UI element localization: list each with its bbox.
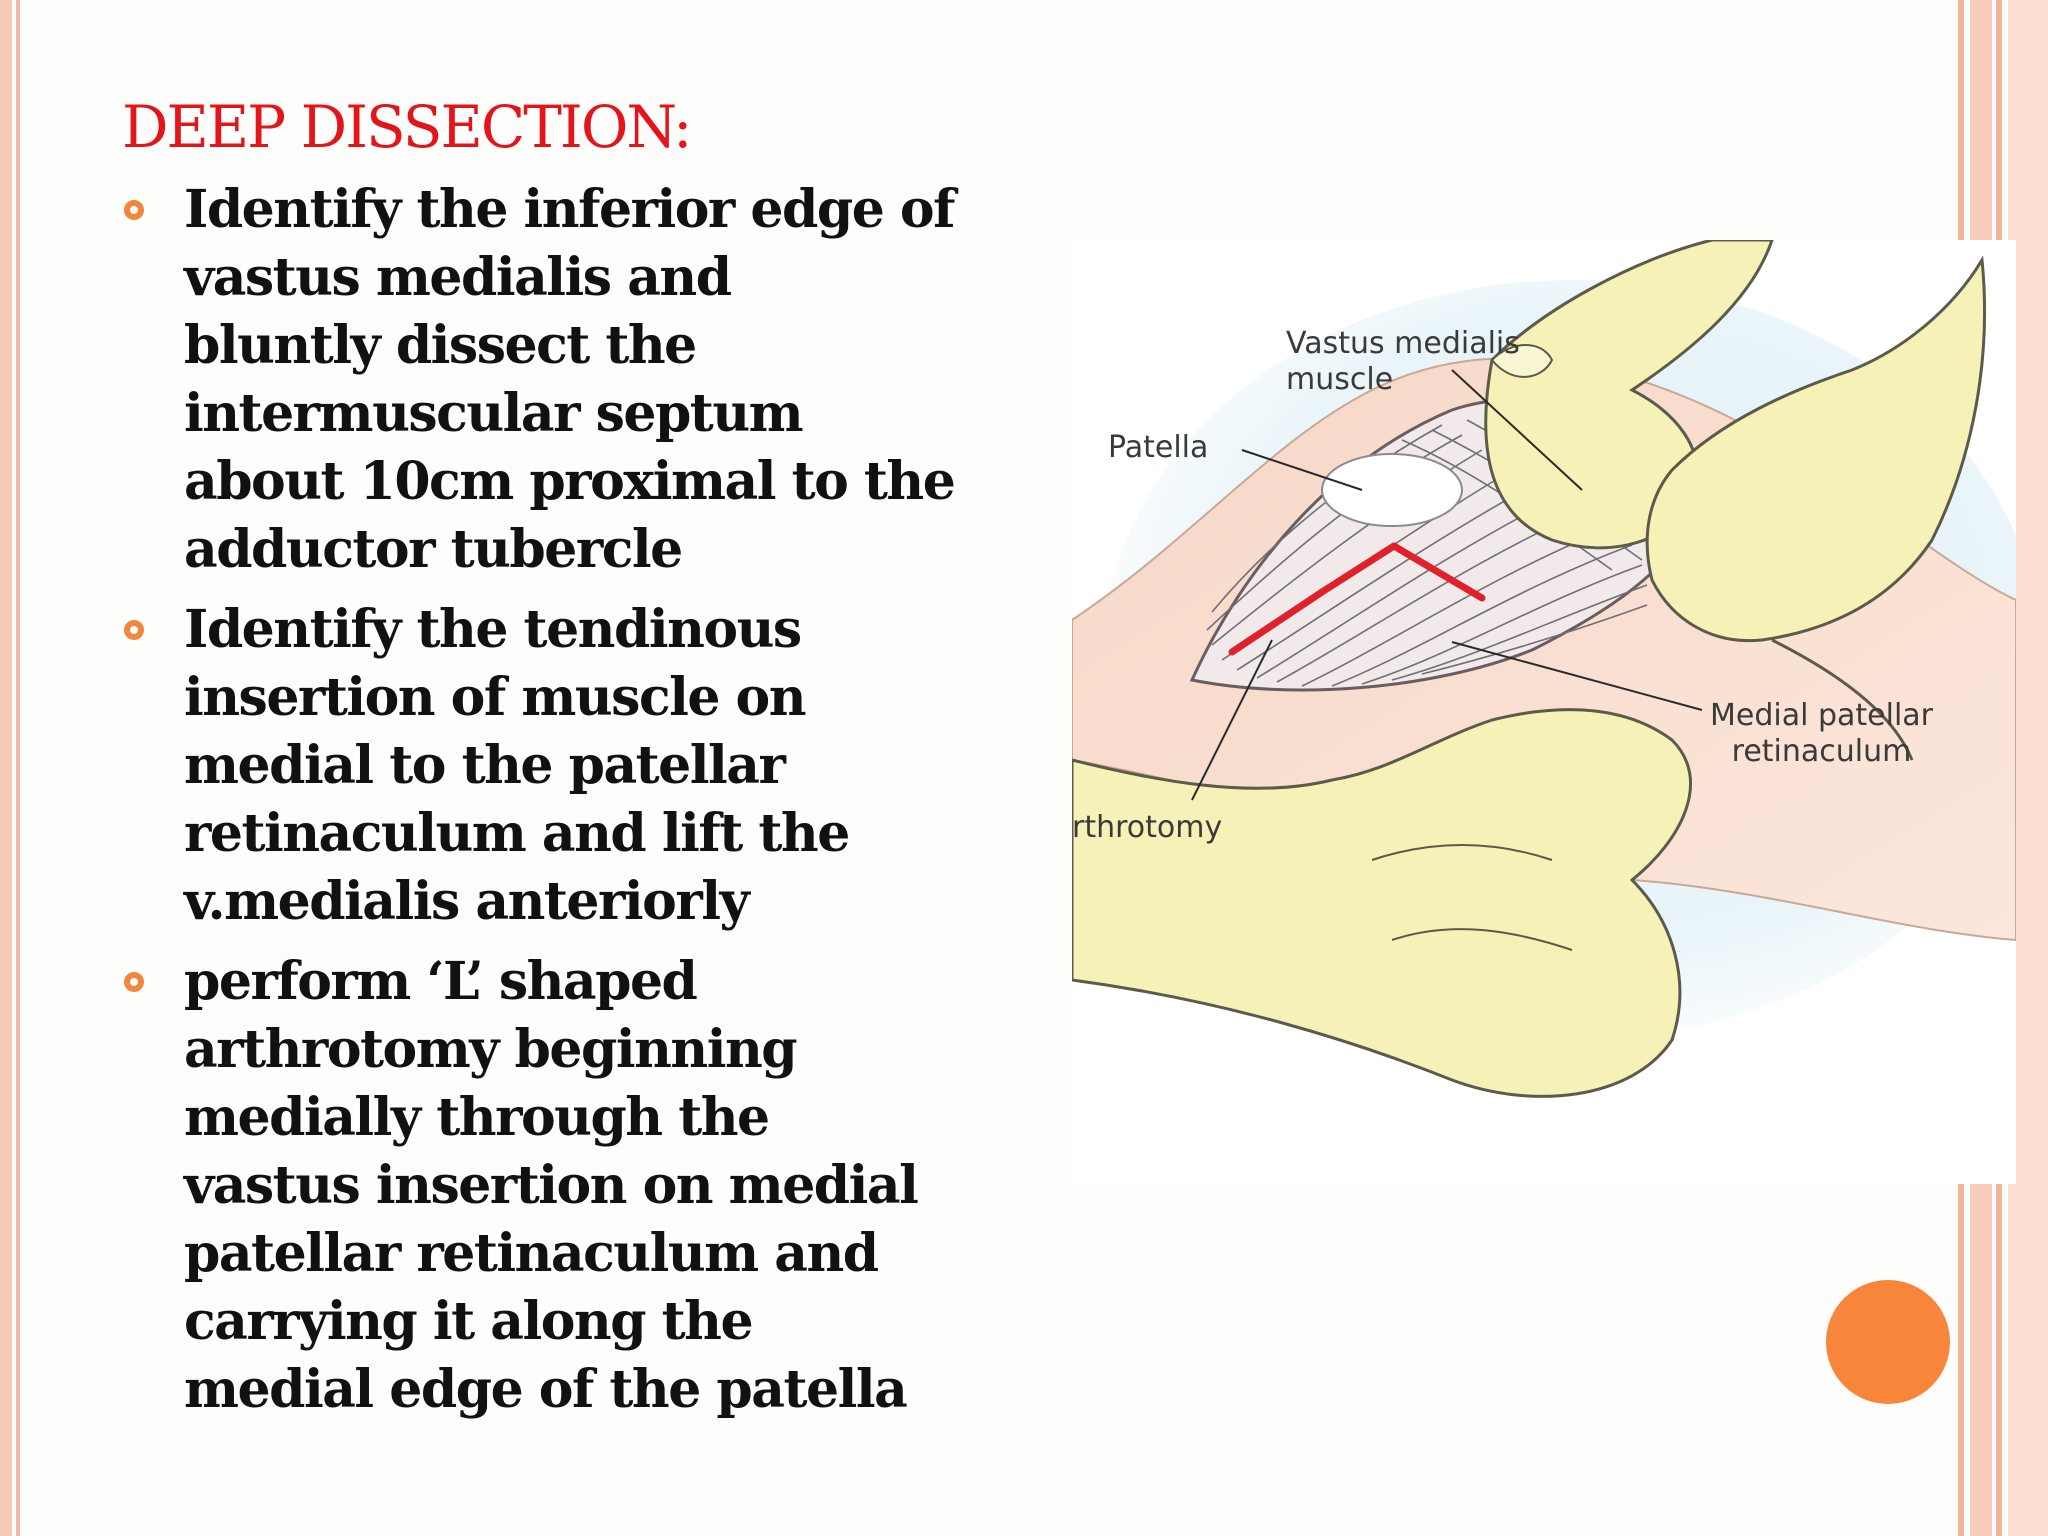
bullet-line: insertion of muscle on [184, 667, 806, 728]
bullet-line: adductor tubercle [184, 519, 682, 580]
bullet-marker-icon [124, 620, 144, 640]
label-medial-patellar-retinaculum [1710, 698, 1933, 770]
bullet-line: patellar retinaculum and [184, 1223, 878, 1284]
left-border [0, 0, 12, 1536]
decorative-orange-circle [1826, 1280, 1950, 1404]
bullet-line: vastus insertion on medial [184, 1155, 918, 1216]
bullet-line: arthrotomy beginning [184, 1019, 797, 1080]
bullet-line: carrying it along the [184, 1291, 753, 1352]
bullet-item-1 [120, 176, 1020, 584]
patella-shape [1322, 454, 1462, 526]
bullet-marker-icon [124, 972, 144, 992]
label-line: retinaculum [1731, 734, 1912, 769]
label-line: Vastus medialis [1286, 326, 1520, 361]
bullet-text-1 [184, 176, 1020, 584]
bullet-text-3 [184, 948, 1020, 1424]
bullet-item-2 [120, 596, 1020, 936]
anatomy-illustration [1072, 240, 2016, 1184]
bullet-line: Identify the tendinous [184, 599, 801, 660]
bullet-list [120, 176, 1020, 1436]
bullet-marker-icon [124, 200, 144, 220]
bullet-item-3 [120, 948, 1020, 1424]
label-vastus-medialis [1286, 326, 1520, 398]
bullet-line: retinaculum and lift the [184, 803, 849, 864]
bullet-line: medial edge of the patella [184, 1359, 907, 1420]
bullet-line: about 10cm proximal to the [184, 451, 955, 512]
label-arthrotomy: rthrotomy [1072, 810, 1223, 845]
left-border-line [16, 0, 20, 1536]
bullet-line: intermuscular septum [184, 383, 803, 444]
bullet-line: vastus medialis and [184, 247, 731, 308]
label-patella: Patella [1108, 430, 1209, 465]
bullet-text-2 [184, 596, 1020, 936]
bullet-line: perform ‘L’ shaped [184, 951, 697, 1012]
label-line: muscle [1286, 362, 1394, 397]
bullet-line: Identify the inferior edge of [184, 179, 954, 240]
bullet-line: medially through the [184, 1087, 769, 1148]
bullet-line: bluntly dissect the [184, 315, 696, 376]
slide-title: DEEP DISSECTION: [122, 93, 691, 161]
bullet-line: v.medialis anteriorly [184, 871, 749, 932]
bullet-line: medial to the patellar [184, 735, 785, 796]
label-line: Medial patellar [1710, 698, 1934, 733]
